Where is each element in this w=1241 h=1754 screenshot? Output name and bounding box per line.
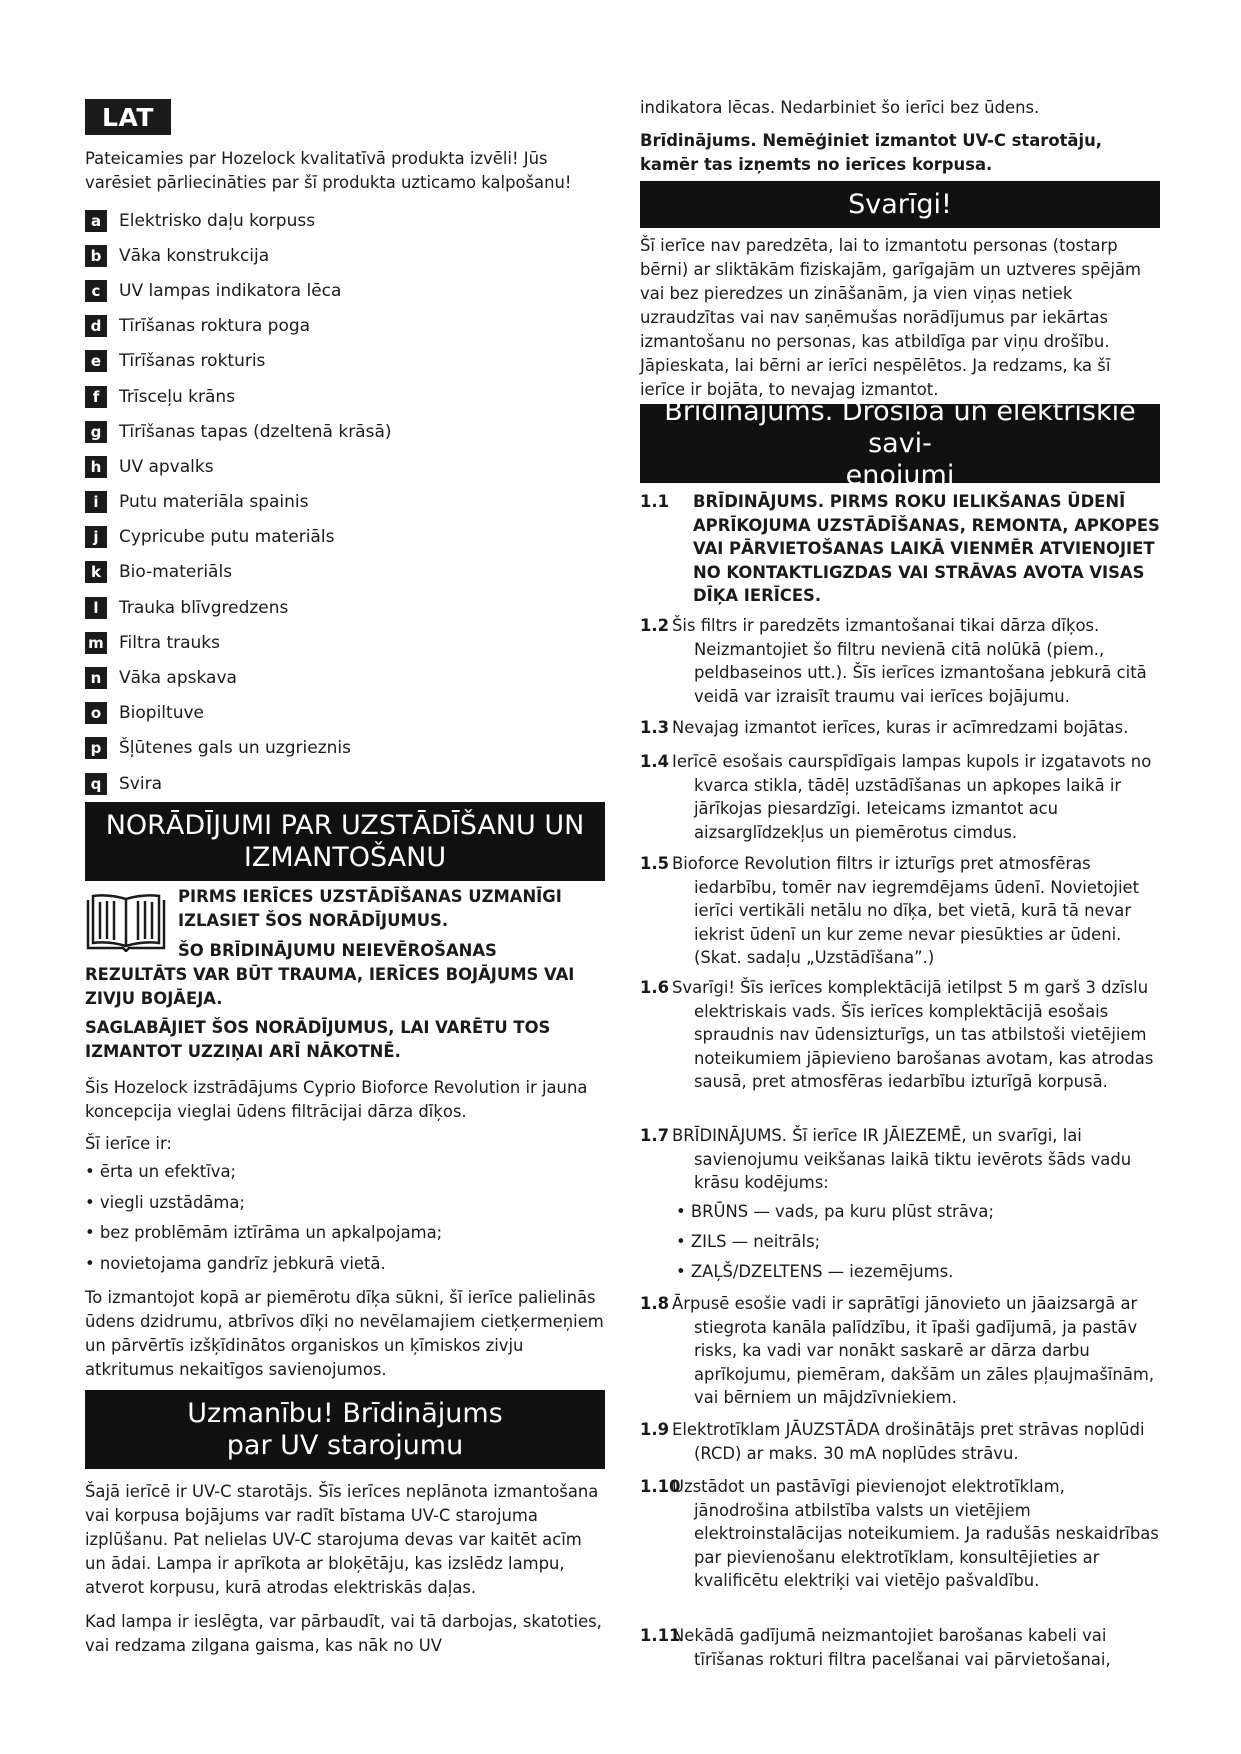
part-letter: m <box>85 632 107 654</box>
safety-item <box>640 1292 1160 1410</box>
list-item <box>85 696 605 731</box>
list-item <box>85 203 605 238</box>
item-text: Šis filtrs ir paredzēts izmantošanai tikai dārza dīķos. Neizmantojiet šo filtru nevienā citā nolūkā (piem., peldbaseinos utt.). Šīs ierīces izmantošana jebkurā citā veidā var izraisīt traumu vai ierīces bojājumu. <box>672 616 1147 706</box>
safety-item <box>640 852 1160 970</box>
part-label: Vāka konstrukcija <box>119 245 270 266</box>
item-text: BRĪDINĀJUMS. Šī ierīce IR JĀIEZEMĒ, un svarīgi, lai savienojumu veikšanas laikā tiktu ievērots šāds vadu krāsu kodējums: <box>672 1126 1132 1192</box>
list-item <box>85 344 605 379</box>
uv-heading-line2: par UV starojumu <box>226 1429 464 1461</box>
part-label: Šļūtenes gals un uzgrieznis <box>119 738 351 759</box>
part-label: Vāka apskava <box>119 668 237 689</box>
safety-item <box>640 716 1160 740</box>
part-letter: d <box>85 315 107 337</box>
part-letter: j <box>85 526 107 548</box>
intro-text: Pateicamies par Hozelock kvalitatīvā produkta izvēli! Jūs varēsiet pārliecināties par šī produkta uzticamo kalpošanu! <box>85 149 572 192</box>
part-label: Trauka blīvgredzens <box>119 597 289 618</box>
important-heading <box>640 181 1160 228</box>
part-letter: k <box>85 561 107 583</box>
list-item: • novietojama gandrīz jebkurā vietā. <box>85 1253 386 1273</box>
safety-heading-line2: enojumi <box>845 459 955 491</box>
item-number: 1.11 <box>640 1626 681 1645</box>
list-item: • ZILS — neitrāls; <box>676 1232 821 1251</box>
item-number: 1.6 <box>640 978 670 997</box>
part-label: Cypricube putu materiāls <box>119 527 335 548</box>
safety-item <box>640 1418 1160 1465</box>
item-number: 1.4 <box>640 752 670 771</box>
item-text: Nekādā gadījumā neizmantojiet barošanas kabeli vai tīrīšanas rokturi filtra pacelšanai vai pārvietošanai, <box>672 1626 1111 1669</box>
item-text: BRĪDINĀJUMS. PIRMS ROKU IELIKŠANAS ŪDENĪ APRĪKOJUMA UZSTĀDĪŠANAS, REMONTA, APKOPES VAI PĀRVIETOŠANAS LAIKĀ VIENMĒR ATVIENOJIET NO KONTAKTLIGZDAS VAI STRĀVAS AVOTA VISAS DĪĶA IERĪCES. <box>693 492 1160 605</box>
features-list <box>85 1162 605 1284</box>
list-item: • ērta un efektīva; <box>85 1162 237 1181</box>
part-label: Trīsceļu krāns <box>119 386 236 407</box>
item-text: Svarīgi! Šīs ierīces komplektācijā ietilpst 5 m garš 3 dzīslu elektriskais vads. Šīs ierīces komplektācijā esošais spraudnis nav ūdensizturīgs, un tas atbilstoši vietējiem noteikumiem jāpievieno barošanas avotam, kas atrodas sausā, pret atmosfēras iedarbību izturīgā korpusā. <box>672 978 1154 1091</box>
uv-heading-line1: Uzmanību! Brīdinājums <box>187 1397 503 1429</box>
list-item <box>85 309 605 344</box>
product-intro: Šis Hozelock izstrādājums Cyprio Bioforce Revolution ir jauna koncepcija vieglai ūdens filtrācijai dārza dīķos. <box>85 1078 588 1121</box>
list-item: • BRŪNS — vads, pa kuru plūst strāva; <box>676 1202 995 1221</box>
part-letter: e <box>85 350 107 372</box>
list-item <box>85 485 605 520</box>
warning-line: IZLASIET ŠOS NORĀDĪJUMUS. <box>178 911 449 930</box>
safety-item <box>640 614 1160 708</box>
item-text: Uzstādot un pastāvīgi pievienojot elektrotīklam, jānodrošina atbilstība valsts un vietējiem elektroinstalācijas noteikumiem. Ja radušās neskaidrības par pievienošanu elektrotīklam, konsultējieties ar kvalificētu elektriķi vai vietējo pašvaldību. <box>672 1477 1159 1590</box>
part-label: Bio-materiāls <box>119 562 233 583</box>
list-item <box>85 379 605 414</box>
list-item <box>85 660 605 695</box>
item-text: Elektrotīklam JĀUZSTĀDA drošinātājs pret strāvas noplūdi (RCD) ar maks. 30 mA noplūdes strāvu. <box>672 1420 1145 1463</box>
install-heading-line1: NORĀDĪJUMI PAR UZSTĀDĪŠANU UN <box>105 809 585 841</box>
list-item <box>85 625 605 660</box>
uv-text: Šajā ierīcē ir UV-C starotājs. Šīs ierīces neplānota izmantošana vai korpusa bojājums var radīt bīstama UV-C starojuma izplūšanu. Pat nelielas UV-C starojuma devas var kaitēt acīm un ādai. Lampa ir aprīkota ar bloķētāju, kas izslēdz lampu, atverot korpusu, kurā atrodas elektriskās daļas. <box>85 1482 599 1597</box>
list-item: • viegli uzstādāma; <box>85 1192 245 1212</box>
list-item <box>85 273 605 308</box>
list-item <box>85 520 605 555</box>
part-label: Svira <box>119 773 162 794</box>
device-is-label: Šī ierīce ir: <box>85 1134 172 1153</box>
part-letter: b <box>85 245 107 267</box>
list-item: • ZAĻŠ/DZELTENS — iezemējums. <box>676 1262 954 1281</box>
important-text: Šī ierīce nav paredzēta, lai to izmantotu personas (tostarp bērni) ar sliktākām fiziskajām, garīgajām un uztveres spējām vai bez pieredzes un zināšanām, ja vien viņas netiek uzraudzītas vai nav saņēmušas norādījumus par iekārtas izmantošanu no personas, kas atbildīga par viņu drošību. Jāpieskata, lai bērni ar ierīci nespēlētos. Ja redzams, ka šī ierīce ir bojāta, to nevajag izmantot. <box>640 236 1142 399</box>
part-letter: q <box>85 773 107 795</box>
uv-warning: Brīdinājums. Nemēģiniet izmantot UV-C starotāju, kamēr tas izņemts no ierīces korpusa. <box>640 131 1103 174</box>
wire-colors-list <box>676 1202 1156 1292</box>
uv-heading <box>85 1390 605 1469</box>
item-number: 1.3 <box>640 718 670 737</box>
list-item <box>85 238 605 273</box>
list-item: • bez problēmām iztīrāma un apkalpojama; <box>85 1223 443 1242</box>
warning-line: REZULTĀTS VAR BŪT TRAUMA, IERĪCES BOJĀJUMS VAI ZIVJU BOJĀEJA. <box>85 965 575 1008</box>
read-instructions-warning <box>178 885 618 933</box>
part-letter: h <box>85 456 107 478</box>
item-number: 1.9 <box>640 1420 670 1439</box>
part-letter: c <box>85 280 107 302</box>
list-item <box>85 731 605 766</box>
language-badge: LAT <box>85 99 171 135</box>
safety-item <box>640 1475 1160 1593</box>
list-item <box>85 414 605 449</box>
part-letter: p <box>85 737 107 759</box>
safety-heading <box>640 395 1160 491</box>
part-letter: l <box>85 597 107 619</box>
list-item <box>85 766 605 801</box>
install-heading <box>85 802 605 881</box>
part-label: UV apvalks <box>119 456 214 477</box>
part-letter: g <box>85 421 107 443</box>
part-label: Putu materiāla spainis <box>119 492 309 513</box>
item-number: 1.5 <box>640 854 670 873</box>
consequence-warning <box>85 939 605 1011</box>
part-label: Tīrīšanas tapas (dzeltenā krāsā) <box>119 421 392 442</box>
install-heading-line2: IZMANTOŠANU <box>243 841 447 873</box>
item-text: Ārpusē esošie vadi ir saprātīgi jānovieto un jāaizsargā ar stiegrota kanāla palīdzību, it īpaši gadījumā, ja pastāv risks, ka vadi var nonākt saskarē ar dārza darbu aprīkojumu, piemēram, dakšām un zāles pļaujmašīnām, vai bērniem un mājdzīvniekiem. <box>672 1294 1155 1407</box>
part-letter: i <box>85 491 107 513</box>
item-number: 1.7 <box>640 1126 670 1145</box>
item-number: 1.2 <box>640 616 670 635</box>
part-letter: a <box>85 210 107 232</box>
parts-list <box>85 203 605 801</box>
item-number: 1.8 <box>640 1294 670 1313</box>
list-item <box>85 449 605 484</box>
item-number: 1.1 <box>640 492 670 511</box>
item-number: 1.10 <box>640 1477 681 1496</box>
part-label: Filtra trauks <box>119 632 221 653</box>
part-label: Tīrīšanas roktura poga <box>119 316 311 337</box>
save-instructions-warning: SAGLABĀJIET ŠOS NORĀDĪJUMUS, LAI VARĒTU TOS IZMANTOT UZZIŅAI ARĪ NĀKOTNĒ. <box>85 1018 551 1061</box>
uv-text-continued: indikatora lēcas. Nedarbiniet šo ierīci bez ūdens. <box>640 98 1040 117</box>
part-label: Tīrīšanas rokturis <box>119 351 266 372</box>
part-letter: f <box>85 386 107 408</box>
list-item <box>85 555 605 590</box>
item-text: Bioforce Revolution filtrs ir izturīgs pret atmosfēras iedarbību, tomēr nav iegremdējams ūdenī. Novietojiet ierīci vertikāli netālu no dīķa, bet vietā, kurā tā nevar iekrist ūdenī un kur zeme nevar piesūkties ar ūdeni. (Skat. sadaļu „Uzstādīšana”.) <box>672 854 1140 967</box>
safety-item <box>640 976 1160 1094</box>
item-text: Nevajag izmantot ierīces, kuras ir acīmredzami bojātas. <box>672 718 1129 737</box>
safety-heading-line1: Brīdinājums. Drošība un elektriskie savi- <box>664 395 1136 459</box>
warning-line: ŠO BRĪDINĀJUMU NEIEVĒROŠANAS <box>178 941 497 960</box>
warning-line: PIRMS IERĪCES UZSTĀDĪŠANAS UZMANĪGI <box>178 887 562 906</box>
pump-text: To izmantojot kopā ar piemērotu dīķa sūkni, šī ierīce palielinās ūdens dzidrumu, atbrīvos dīķi no nevēlamajiem cietķermeņiem un pārvērtīs izšķīdinātos organiskos un ķīmiskos zivju atkritumus nekaitīgos savienojumos. <box>85 1288 604 1379</box>
item-text: Ierīcē esošais caurspīdīgais lampas kupols ir izgatavots no kvarca stikla, tādēļ uzstādīšanas un apkopes laikā ir jārīkojas piesardzīgi. Ieteicams izmantot acu aizsarglīdzekļus un piemērotus cimdus. <box>672 752 1152 842</box>
safety-item <box>640 490 1160 608</box>
part-label: Biopiltuve <box>119 703 204 724</box>
part-letter: o <box>85 702 107 724</box>
part-letter: n <box>85 667 107 689</box>
safety-item <box>640 1124 1160 1195</box>
important-heading-text: Svarīgi! <box>848 188 952 220</box>
part-label: UV lampas indikatora lēca <box>119 280 342 301</box>
safety-item <box>640 750 1160 844</box>
uv-text-lamp: Kad lampa ir ieslēgta, var pārbaudīt, vai tā darbojas, skatoties, vai redzama zilgana gaisma, kas nāk no UV <box>85 1612 602 1655</box>
safety-item <box>640 1624 1160 1671</box>
list-item <box>85 590 605 625</box>
part-label: Elektrisko daļu korpuss <box>119 210 316 231</box>
